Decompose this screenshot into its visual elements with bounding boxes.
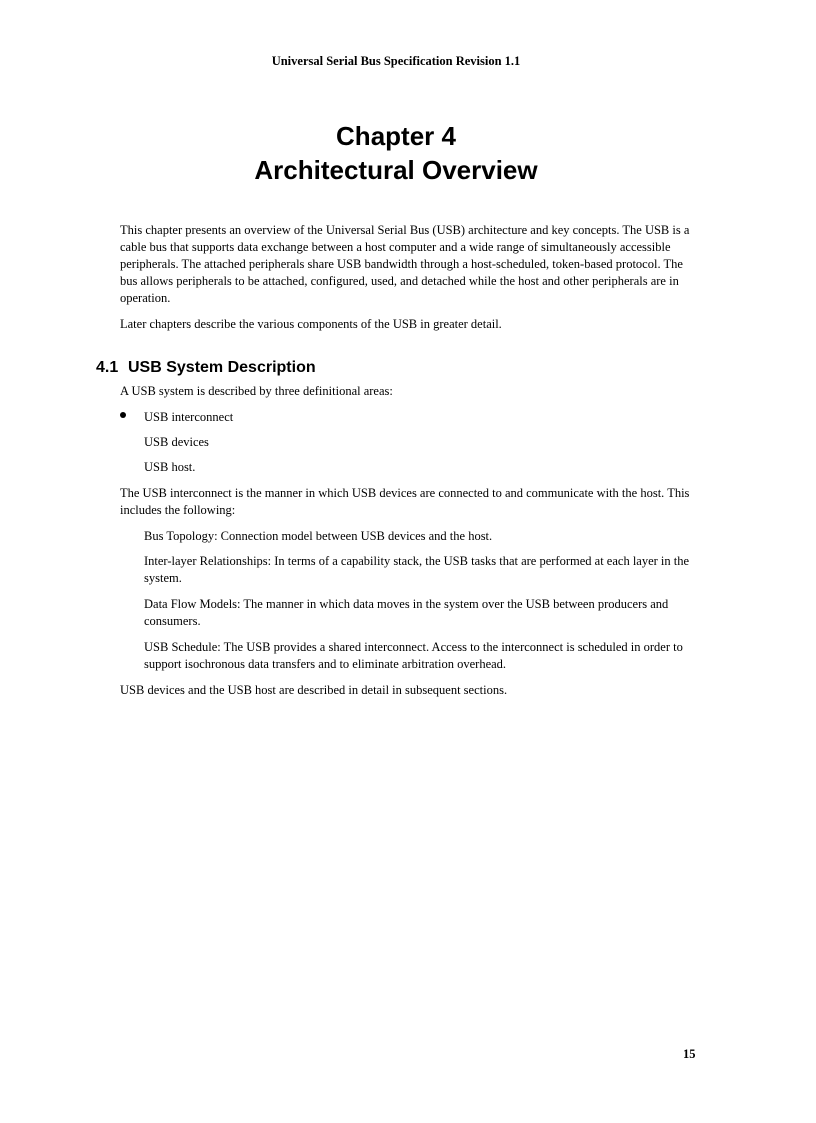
list-item: USB devices: [144, 435, 209, 449]
section-title: USB System Description: [128, 359, 316, 376]
section-lead-paragraph: A USB system is described by three definitional areas:: [120, 384, 393, 398]
list-item: Inter-layer Relationships: In terms of a capability stack, the USB tasks that are performed at each layer in the system.: [144, 554, 690, 585]
page-number: 15: [683, 1047, 696, 1061]
list-item: USB host.: [144, 460, 196, 474]
chapter-heading: [0, 119, 792, 187]
list-item: Bus Topology: Connection model between USB devices and the host.: [144, 529, 493, 543]
chapter-number: Chapter 4: [336, 121, 456, 151]
chapter-title: Architectural Overview: [254, 155, 538, 185]
bullet-icon: [120, 412, 126, 418]
section-heading: [96, 358, 316, 378]
running-header: Universal Serial Bus Specification Revision 1.1: [271, 54, 521, 68]
interconnect-paragraph: The USB interconnect is the manner in which USB devices are connected to and communicate with the host. This includes the following:: [120, 486, 690, 517]
list-item: Data Flow Models: The manner in which data moves in the system over the USB between producers and consumers.: [144, 597, 669, 628]
section-number: 4.1: [96, 359, 119, 376]
list-item: USB Schedule: The USB provides a shared interconnect. Access to the interconnect is scheduled in order to support isochronous data transfers and to eliminate arbitration overhead.: [144, 640, 683, 671]
closing-paragraph: USB devices and the USB host are described in detail in subsequent sections.: [120, 683, 508, 697]
intro-paragraph-2: Later chapters describe the various components of the USB in greater detail.: [120, 317, 502, 331]
intro-paragraph: This chapter presents an overview of the Universal Serial Bus (USB) architecture and key concepts. The USB is a cable bus that supports data exchange between a host computer and a wide range of simultaneously accessible peripherals. The attached peripherals share USB bandwidth through a host-scheduled, token-based protocol. The bus allows peripherals to be attached, configured, used, and detached while the host and other peripherals are in operation.: [120, 223, 690, 305]
list-item: USB interconnect: [144, 410, 234, 424]
